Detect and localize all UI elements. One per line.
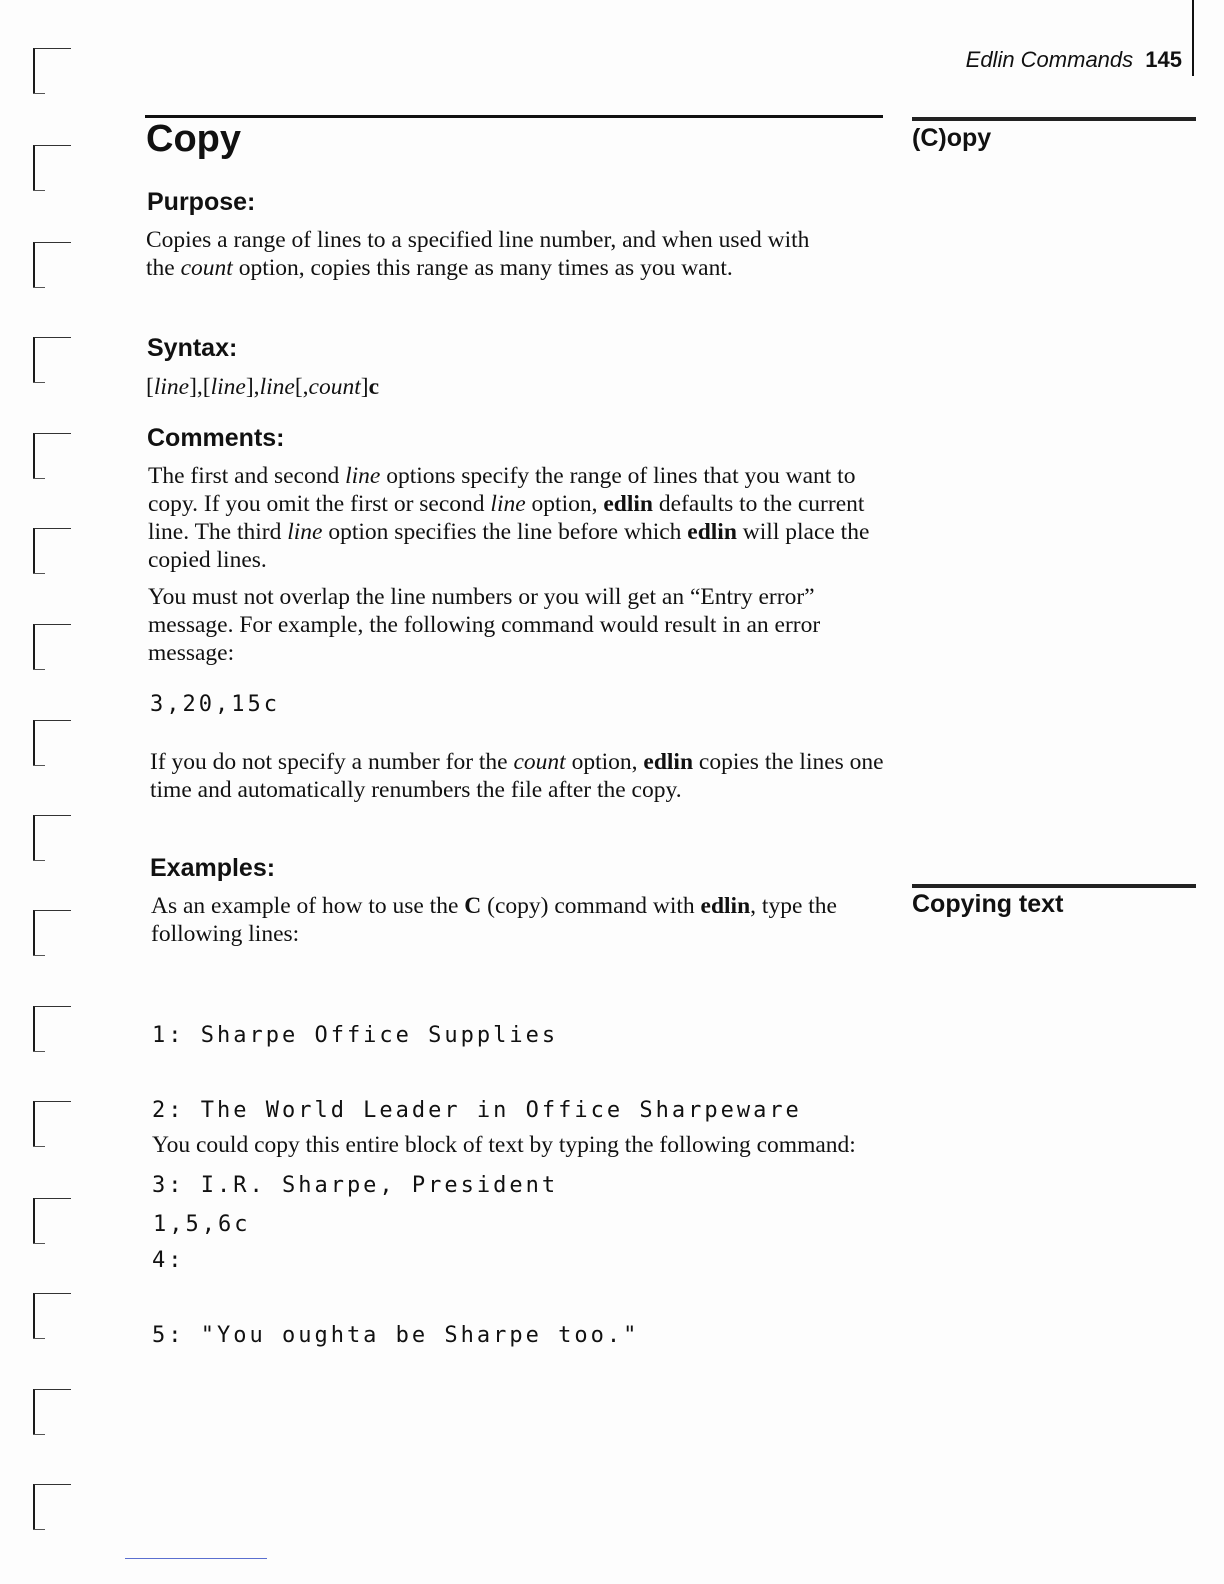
binder-bracket xyxy=(33,910,71,955)
binder-bracket xyxy=(33,720,71,765)
listing-line: 3: I.R. Sharpe, President xyxy=(152,1173,559,1198)
binder-bracket xyxy=(33,528,71,573)
binder-bracket xyxy=(33,1389,71,1434)
listing-line: 1: Sharpe Office Supplies xyxy=(152,1023,559,1048)
margin-note-examples: Copying text xyxy=(912,890,1064,918)
syntax-heading: Syntax: xyxy=(147,334,238,362)
syntax-line: [line],[line],line[,count]c xyxy=(146,374,379,400)
binder-bracket xyxy=(33,1006,71,1051)
page-number: 145 xyxy=(1145,47,1182,72)
purpose-heading: Purpose: xyxy=(147,188,256,216)
binder-bracket xyxy=(33,337,71,382)
comments-paragraph-1: The first and second line options specify the range of lines that you want to copy. If you omit the first or second line option, edlin defaults to the current line. The third line option specifies the line before which edlin will place the copied lines. xyxy=(148,463,870,573)
page-title: Copy xyxy=(146,118,241,160)
examples-heading: Examples: xyxy=(150,854,276,882)
footer-mark xyxy=(125,1558,267,1559)
margin-note-command: (C)opy xyxy=(912,124,992,152)
binder-bracket xyxy=(33,815,71,860)
title-rule xyxy=(145,115,883,118)
command-example-code: 1,5,6c xyxy=(153,1212,251,1237)
binder-bracket xyxy=(33,1198,71,1243)
comments-paragraph-2: You must not overlap the line numbers or you will get an “Entry error” message. For example, the following command would result in an error message: xyxy=(148,584,821,666)
binder-bracket xyxy=(33,433,71,478)
header-rule xyxy=(1192,0,1194,76)
purpose-text: Copies a range of lines to a specified line number, and when used with the count option, copies this range as many times as you want. xyxy=(146,227,810,281)
binder-bracket xyxy=(33,1101,71,1146)
running-header xyxy=(966,46,1182,74)
binder-bracket xyxy=(33,624,71,669)
listing-line: 2: The World Leader in Office Sharpeware xyxy=(152,1098,802,1123)
section-name: Edlin Commands xyxy=(965,47,1134,72)
comments-heading: Comments: xyxy=(147,424,285,452)
example-listing xyxy=(152,973,802,1373)
binder-bracket xyxy=(33,48,71,93)
examples-paragraph-1: As an example of how to use the C (copy) command with edlin, type the following lines: xyxy=(151,893,837,947)
listing-line: 4: xyxy=(152,1248,185,1273)
comments-paragraph-3: If you do not specify a number for the count option, edlin copies the lines one time and automatically renumbers the file after the copy. xyxy=(150,749,884,803)
binder-bracket xyxy=(33,242,71,287)
binder-bracket xyxy=(33,1293,71,1338)
binder-bracket xyxy=(33,145,71,190)
listing-line: 5: "You oughta be Sharpe too." xyxy=(152,1323,640,1348)
margin-rule xyxy=(912,117,1196,121)
error-example-code: 3,20,15c xyxy=(150,692,280,717)
binder-bracket xyxy=(33,1484,71,1529)
examples-paragraph-2: You could copy this entire block of text by typing the following command: xyxy=(152,1132,856,1158)
